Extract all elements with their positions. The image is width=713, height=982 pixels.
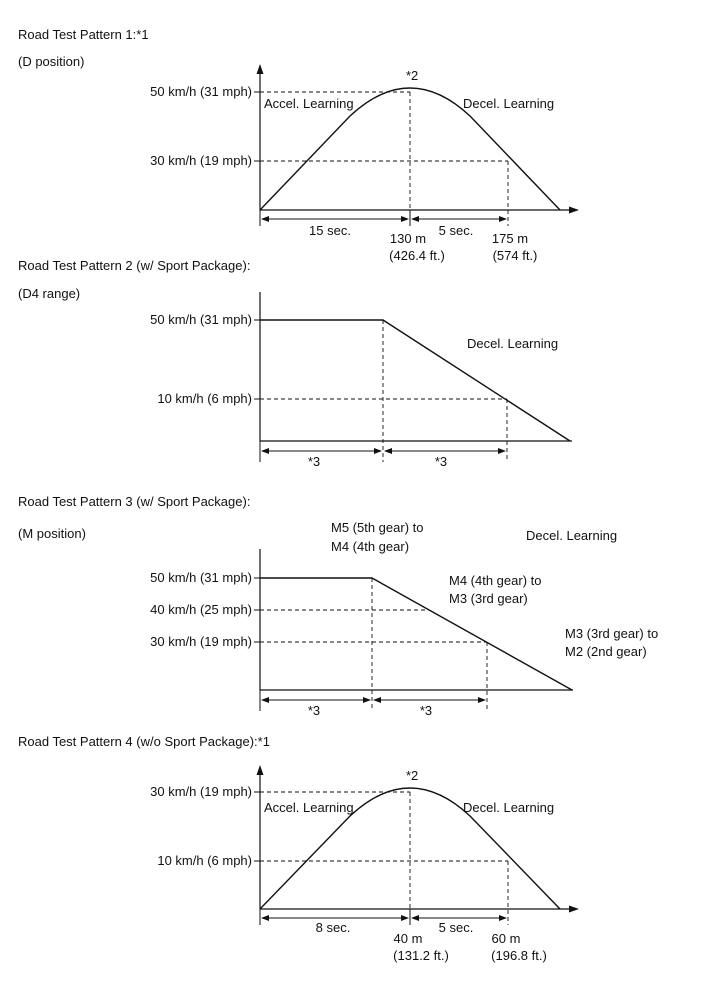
pattern-3-dim-arrow xyxy=(478,697,486,703)
pattern-1-x-axis-arrow xyxy=(569,207,579,214)
pattern-1-dim-arrow xyxy=(499,216,507,222)
pattern-3-shift1-line1: M5 (5th gear) to xyxy=(331,520,424,535)
pattern-4-accel-label: Accel. Learning xyxy=(264,800,354,815)
pattern-4-dim-arrow xyxy=(499,915,507,921)
pattern-3-dim-arrow xyxy=(261,697,269,703)
pattern-4-decel-label: Decel. Learning xyxy=(463,800,555,815)
pattern-1-decel-label: Decel. Learning xyxy=(463,96,555,111)
pattern-3-shift2-line2: M3 (3rd gear) xyxy=(449,591,528,606)
pattern-1-dim-first: 15 sec. xyxy=(309,223,351,238)
pattern-1-dim-arrow xyxy=(261,216,269,222)
pattern-3-subtitle: (M position) xyxy=(18,526,86,541)
pattern-4-dim-arrow xyxy=(261,915,269,921)
pattern-2-dim-arrow xyxy=(384,448,392,454)
pattern-4-peak-note: *2 xyxy=(406,768,419,783)
pattern-1-mark2-line1: 175 m xyxy=(491,231,529,246)
pattern-3-shift2-line1: M4 (4th gear) to xyxy=(449,573,542,588)
pattern-4-dim-arrow xyxy=(411,915,419,921)
pattern-3-speed-mid: 40 km/h (25 mph) xyxy=(150,602,252,617)
pattern-4-dim-first: 8 sec. xyxy=(315,920,351,935)
pattern-3-title: Road Test Pattern 3 (w/ Sport Package): xyxy=(18,494,251,509)
pattern-3-decel-label: Decel. Learning xyxy=(526,528,618,543)
pattern-2-dim-second: *3 xyxy=(434,454,448,469)
pattern-1-y-axis-arrow xyxy=(257,64,264,74)
pattern-2-decel-label: Decel. Learning xyxy=(467,336,559,351)
pattern-4-mark1-line1: 40 m xyxy=(393,931,423,946)
pattern-1 xyxy=(18,27,579,263)
pattern-1-dim-second: 5 sec. xyxy=(438,223,474,238)
pattern-1-dim-arrow xyxy=(401,216,409,222)
pattern-1-mark1-line1: 130 m xyxy=(389,231,427,246)
pattern-2-speed-low: 10 km/h (6 mph) xyxy=(157,391,252,406)
pattern-2-dim-first: *3 xyxy=(307,454,321,469)
pattern-4-mark2-line2: (196.8 ft.) xyxy=(491,948,547,963)
pattern-2-speed-high: 50 km/h (31 mph) xyxy=(150,312,252,327)
pattern-4 xyxy=(18,734,579,963)
pattern-2-subtitle: (D4 range) xyxy=(18,286,81,301)
pattern-1-speed-low: 30 km/h (19 mph) xyxy=(150,153,252,168)
pattern-1-peak-note: *2 xyxy=(406,68,419,83)
pattern-2-dim-arrow xyxy=(261,448,269,454)
pattern-4-y-axis-arrow xyxy=(257,765,264,775)
pattern-4-dim-arrow xyxy=(401,915,409,921)
pattern-4-mark2-line1: 60 m xyxy=(491,931,521,946)
pattern-2-title: Road Test Pattern 2 (w/ Sport Package): xyxy=(18,258,251,273)
pattern-1-dim-arrow xyxy=(411,216,419,222)
pattern-1-speed-high: 50 km/h (31 mph) xyxy=(150,84,252,99)
pattern-3 xyxy=(18,494,658,718)
pattern-4-dim-second: 5 sec. xyxy=(438,920,474,935)
pattern-3-speed-high: 50 km/h (31 mph) xyxy=(150,570,252,585)
pattern-3-dim-second: *3 xyxy=(419,703,433,718)
pattern-4-mark1-line2: (131.2 ft.) xyxy=(393,948,449,963)
pattern-2 xyxy=(18,258,572,469)
pattern-4-speed-low: 10 km/h (6 mph) xyxy=(157,853,252,868)
pattern-3-speed-low: 30 km/h (19 mph) xyxy=(150,634,252,649)
pattern-3-dim-arrow xyxy=(373,697,381,703)
pattern-3-shift3-line1: M3 (3rd gear) to xyxy=(565,626,659,641)
pattern-1-mark1-line2: (426.4 ft.) xyxy=(389,248,445,263)
pattern-1-mark2-line2: (574 ft.) xyxy=(492,248,538,263)
pattern-2-dim-arrow xyxy=(498,448,506,454)
pattern-4-title: Road Test Pattern 4 (w/o Sport Package):*1 xyxy=(18,734,270,749)
pattern-3-dim-arrow xyxy=(363,697,371,703)
pattern-3-shift1-line2: M4 (4th gear) xyxy=(331,539,410,554)
pattern-4-speed-high: 30 km/h (19 mph) xyxy=(150,784,252,799)
pattern-2-dim-arrow xyxy=(374,448,382,454)
pattern-3-shift3-line2: M2 (2nd gear) xyxy=(565,644,647,659)
pattern-1-subtitle: (D position) xyxy=(18,54,85,69)
pattern-4-x-axis-arrow xyxy=(569,906,579,913)
pattern-3-dim-first: *3 xyxy=(307,703,321,718)
pattern-1-accel-label: Accel. Learning xyxy=(264,96,354,111)
pattern-1-title: Road Test Pattern 1:*1 xyxy=(18,27,149,42)
